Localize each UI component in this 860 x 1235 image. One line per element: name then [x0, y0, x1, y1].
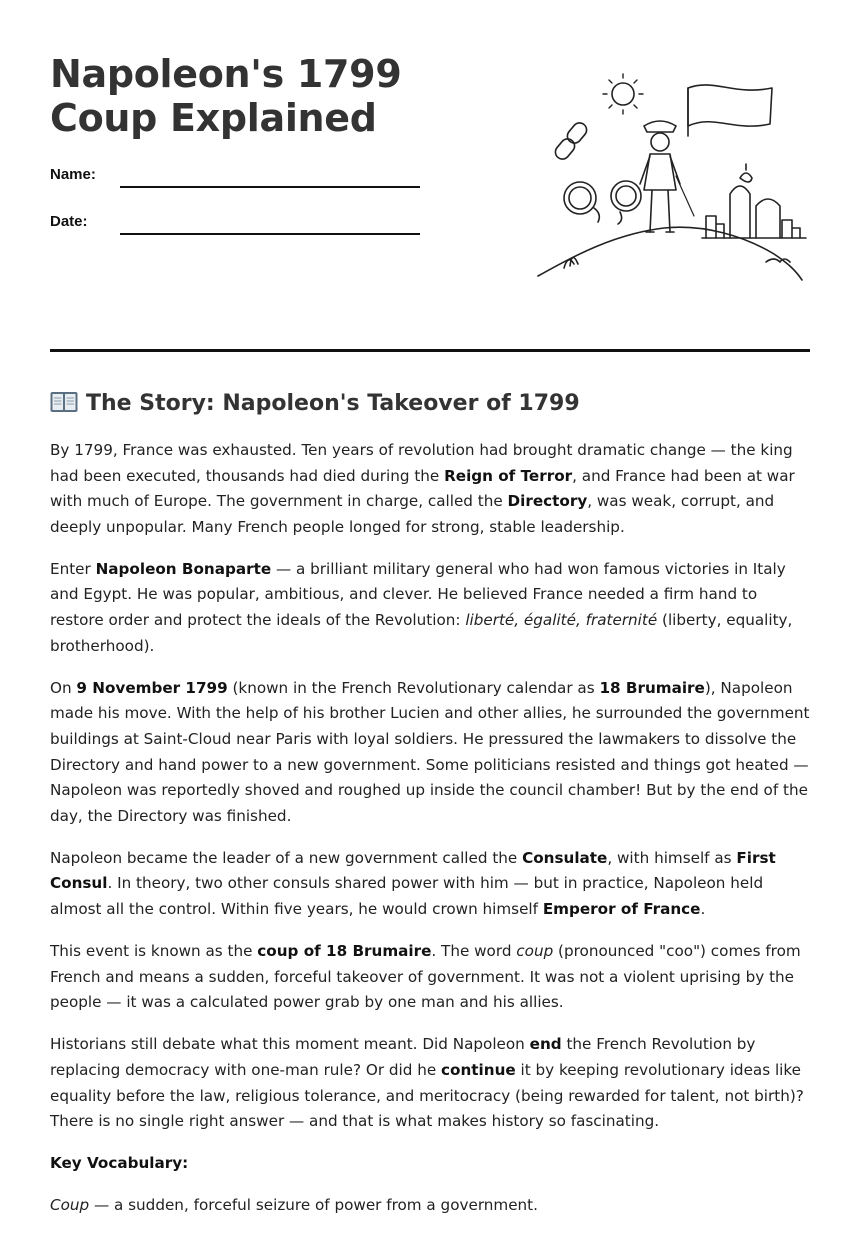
name-write-line[interactable]	[120, 186, 420, 188]
term-directory: Directory	[507, 492, 588, 511]
open-book-icon	[50, 391, 78, 413]
paragraph-2: Enter Napoleon Bonaparte — a brilliant military general who had won famous victories in Italy and Egypt. He was popular, ambitious, and clever. He believed France needed a firm hand to restore order and protect the ideals of the Revolution: liberté, égalité, fraternité (liberty, equality, brotherhood).	[50, 559, 793, 655]
story-body	[50, 438, 810, 1235]
paragraph-4: Napoleon became the leader of a new government called the Consulate, with himself as First Consul. In theory, two other consuls shared power with him — but in practice, Napoleon held almost all the control. Within five years, he would crown himself Emperor of France.	[50, 848, 776, 918]
name-field	[50, 166, 430, 196]
date-9-november-1799: 9 November 1799	[76, 678, 228, 697]
date-field	[50, 213, 430, 243]
term-18-brumaire: 18 Brumaire	[599, 678, 705, 697]
name-label: Name:	[50, 166, 96, 183]
term-napoleon-bonaparte: Napoleon Bonaparte	[95, 559, 272, 578]
vocab-heading: Key Vocabulary:	[50, 1154, 189, 1173]
paragraph-1: By 1799, France was exhausted. Ten years of revolution had brought dramatic change — the king had been executed, thousands had died during the Reign of Terror, and France had been at war with much of Europe. The government in charge, called the Directory, was weak, corrupt, and deeply unpopular. Many French people longed for strong, stable leadership.	[50, 441, 795, 536]
term-end: end	[529, 1035, 562, 1054]
date-label: Date:	[50, 213, 88, 230]
motto-liberte: liberté, égalité, fraternité	[465, 611, 658, 630]
paragraph-5: This event is known as the coup of 18 Brumaire. The word coup (pronounced "coo") comes from French and means a sudden, forceful takeover of government. It was not a violent uprising by the people — it was a calculated power grab by one man and his allies.	[50, 942, 801, 1012]
page-title: Napoleon's 1799 Coup Explained	[50, 52, 402, 140]
header-divider	[50, 349, 810, 352]
section-heading-text: The Story: Napoleon's Takeover of 1799	[86, 391, 580, 416]
term-first-consul: First Consul	[50, 848, 776, 893]
section-heading	[50, 389, 580, 419]
napoleon-on-hill-icon	[534, 66, 810, 288]
vocab-item-coup	[50, 1193, 810, 1219]
vocab-definition: — a sudden, forceful seizure of power from a government.	[89, 1196, 538, 1215]
term-consulate: Consulate	[522, 848, 608, 867]
paragraph-3: On 9 November 1799 (known in the French Revolutionary calendar as 18 Brumaire), Napoleon made his move. With the help of his brother Lucien and other allies, he surrounded the government buildings at Saint-Cloud near Paris with loyal soldiers. He pressured the lawmakers to dissolve the Directory and hand power to a new government. Some politicians resisted and things got heated — Napoleon was reportedly shoved and roughed up inside the council chamber! But by the end of the day, the Directory was finished.	[50, 678, 810, 825]
term-coup-italic: coup	[516, 942, 554, 961]
term-emperor-of-france: Emperor of France	[542, 900, 701, 918]
date-write-line[interactable]	[120, 233, 420, 235]
term-reign-of-terror: Reign of Terror	[444, 466, 573, 485]
term-coup-of-18-brumaire: coup of 18 Brumaire	[257, 942, 432, 961]
paragraph-6: Historians still debate what this moment meant. Did Napoleon end the French Revolution by replacing democracy with one-man rule? Or did he continue it by keeping revolutionary ideas like equality before the law, religious tolerance, and meritocracy (being rewarded for talent, not birth)? There is no single right answer — and that is what makes history so fascinating.	[50, 1035, 804, 1131]
term-continue: continue	[441, 1060, 516, 1079]
vocab-term: Coup	[50, 1196, 90, 1215]
